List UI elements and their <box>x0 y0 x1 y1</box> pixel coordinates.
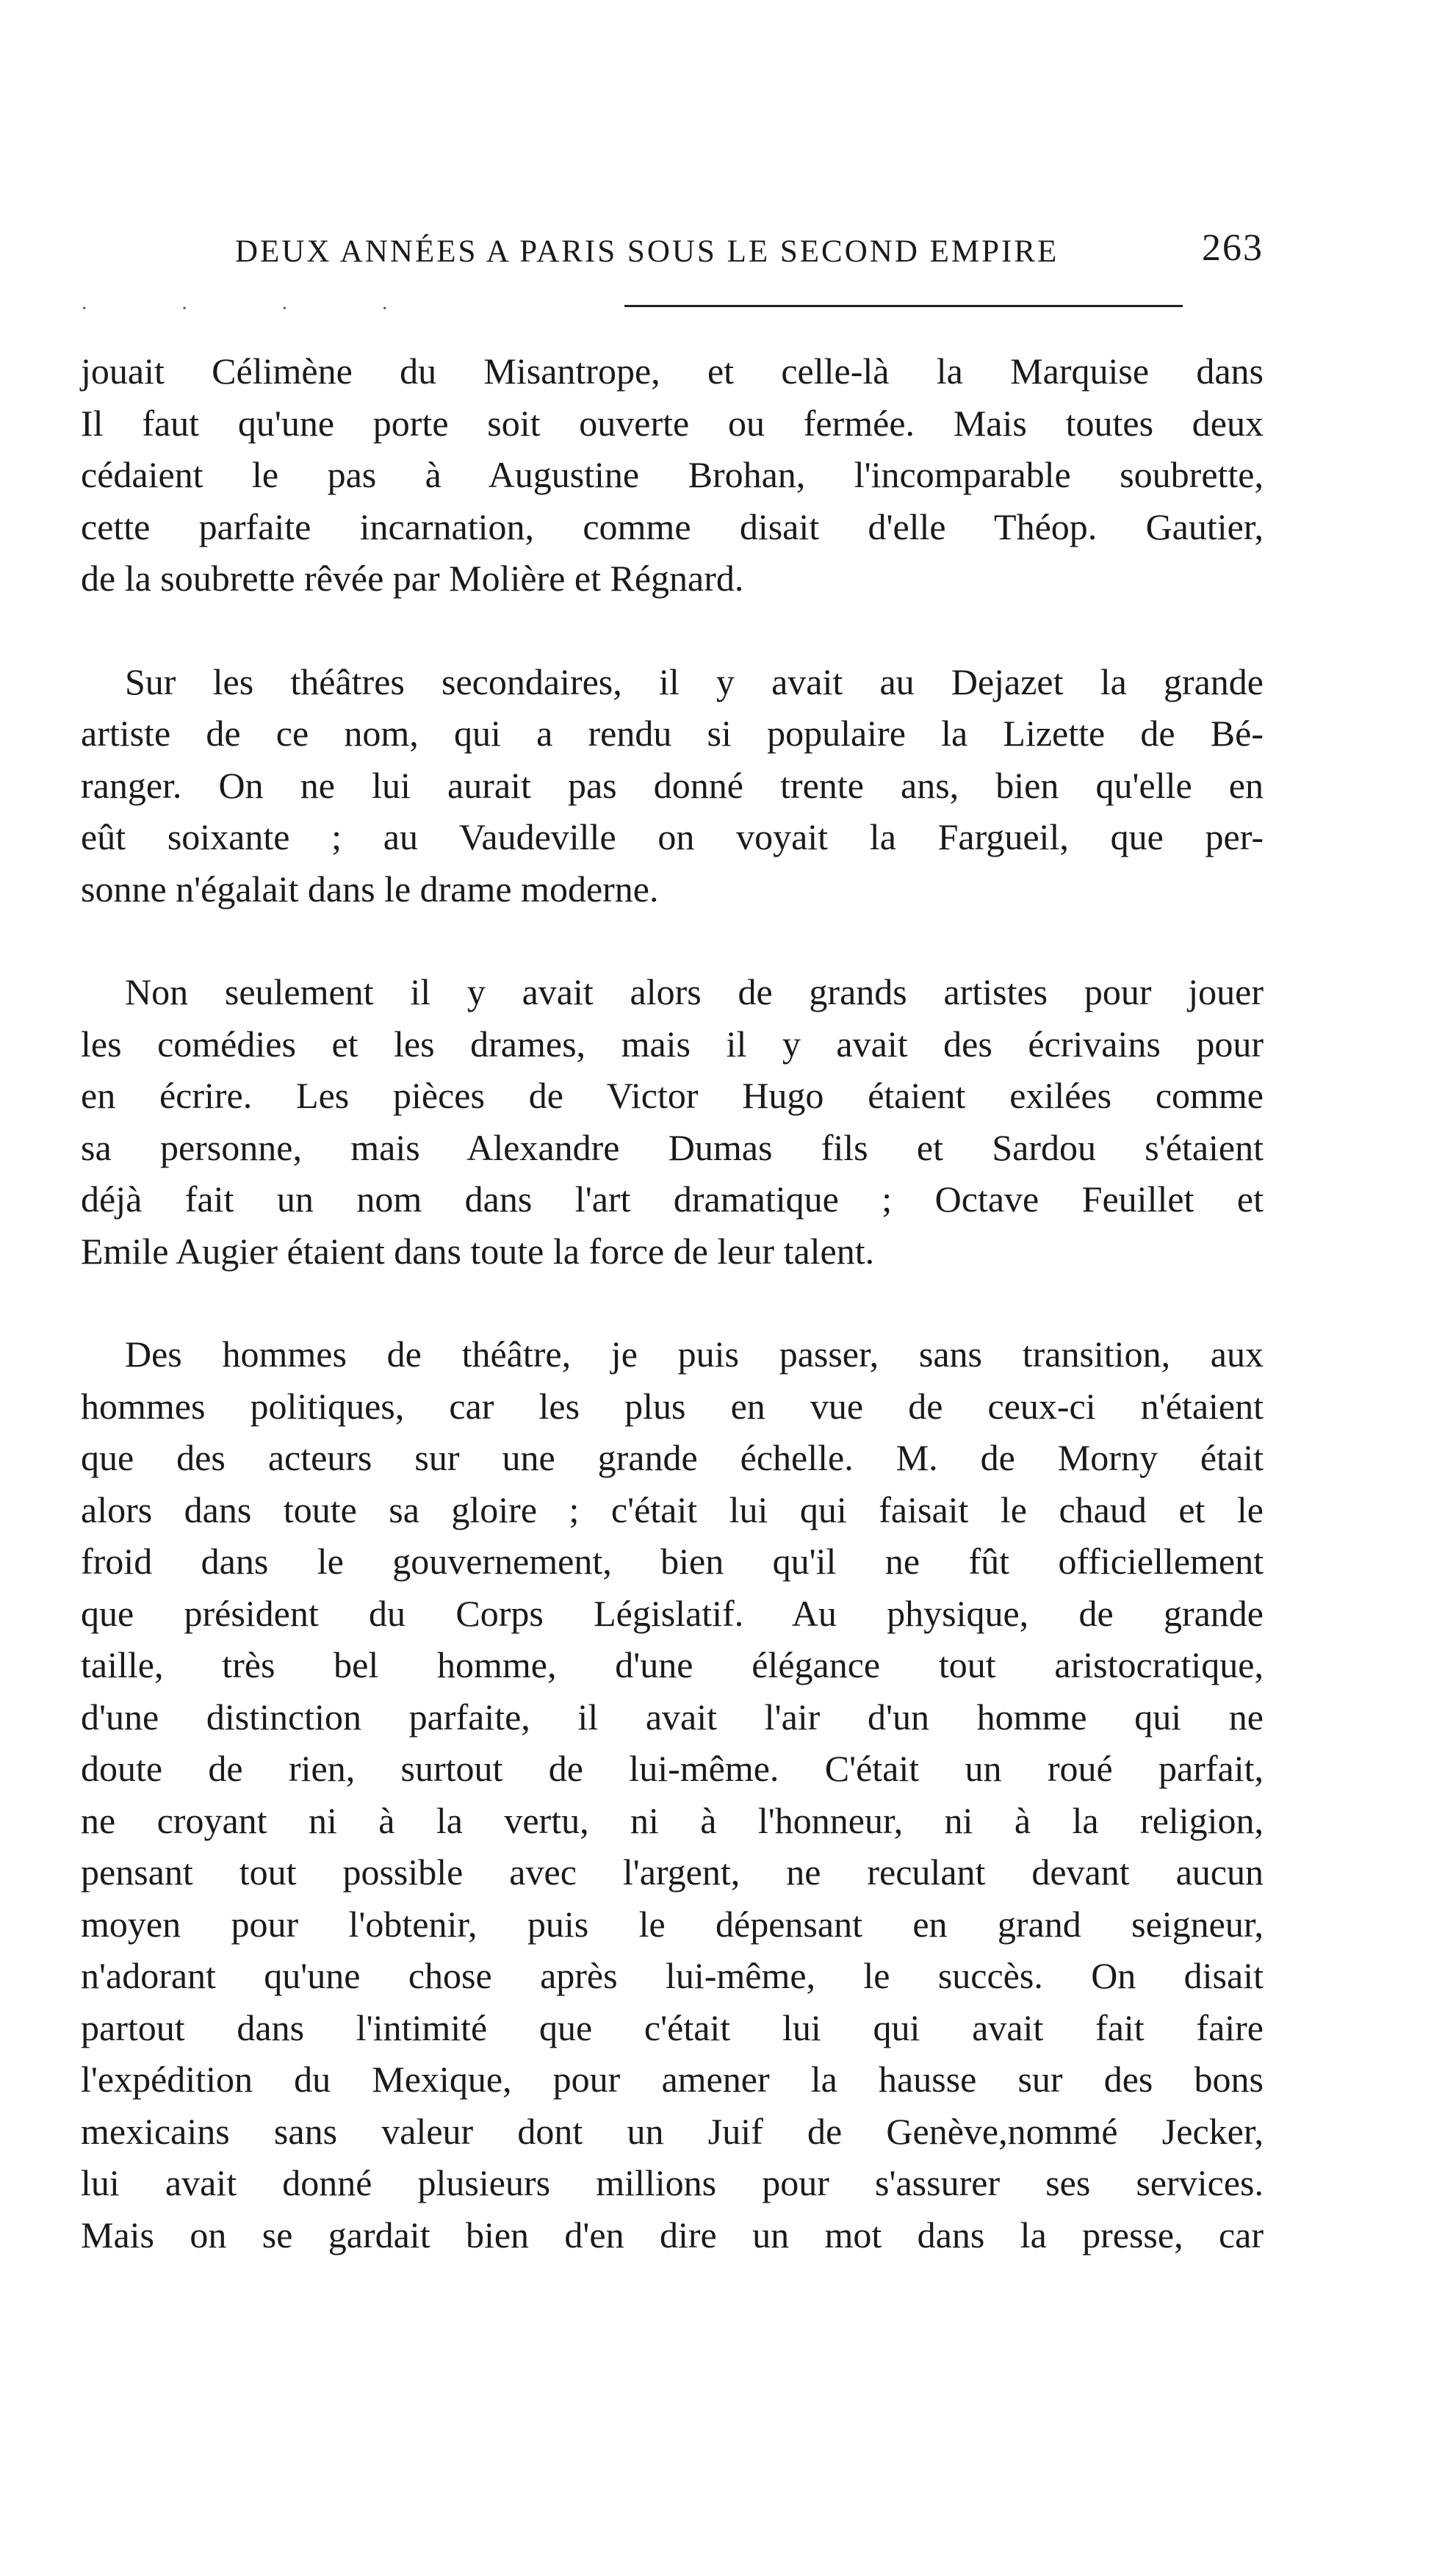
text-line: froid dans le gouvernement, bien qu'il ne fût officiellement <box>81 1541 1264 1582</box>
header-dots-ornament: · · · · <box>81 298 433 320</box>
text-line: lui avait donné plusieurs millions pour s'assurer ses services. <box>81 2162 1264 2203</box>
text-line: partout dans l'intimité que c'était lui qui avait fait faire <box>81 2006 1264 2048</box>
text-line: artiste de ce nom, qui a rendu si populaire la Lizette de Bé- <box>81 713 1264 754</box>
text-line: hommes politiques, car les plus en vue de ceux-ci n'étaient <box>81 1385 1264 1427</box>
text-line: pensant tout possible avec l'argent, ne reculant devant aucun <box>81 1851 1264 1893</box>
text-line: Emile Augier étaient dans toute la force de leur talent. <box>81 1230 875 1272</box>
text-line: moyen pour l'obtenir, puis le dépensant en grand seigneur, <box>81 1903 1264 1945</box>
text-line: Des hommes de théâtre, je puis passer, sans transition, aux <box>125 1333 1264 1375</box>
text-line: sonne n'égalait dans le drame moderne. <box>81 868 659 910</box>
running-title: DEUX ANNÉES A PARIS SOUS LE SECOND EMPIRE <box>235 234 1059 269</box>
text-line: de la soubrette rêvée par Molière et Régnard. <box>81 558 744 599</box>
text-line: ne croyant ni à la vertu, ni à l'honneur, ni à la religion, <box>81 1799 1264 1841</box>
paragraph-2 <box>81 656 1264 915</box>
text-line: ranger. On ne lui aurait pas donné trente ans, bien qu'elle en <box>81 764 1264 806</box>
text-line: mexicains sans valeur dont un Juif de Genève,nommé Jecker, <box>81 2110 1264 2152</box>
text-line: Il faut qu'une porte soit ouverte ou fermée. Mais toutes deux <box>81 402 1264 444</box>
text-line: en écrire. Les pièces de Victor Hugo étaient exilées comme <box>81 1075 1264 1116</box>
text-line: Non seulement il y avait alors de grands artistes pour jouer <box>125 971 1264 1012</box>
text-line: cette parfaite incarnation, comme disait d'elle Théop. Gautier, <box>81 505 1264 547</box>
running-head <box>81 220 1264 279</box>
text-line: d'une distinction parfaite, il avait l'air d'un homme qui ne <box>81 1696 1264 1738</box>
text-line: que président du Corps Législatif. Au physique, de grande <box>81 1592 1264 1634</box>
text-line: Sur les théâtres secondaires, il y avait au Dejazet la grande <box>125 660 1264 702</box>
text-line: que des acteurs sur une grande échelle. M. de Morny était <box>81 1437 1264 1478</box>
page-number: 263 <box>1202 227 1264 269</box>
text-line: taille, très bel homme, d'une élégance tout aristocratique, <box>81 1644 1264 1685</box>
text-line: sa personne, mais Alexandre Dumas fils et Sardou s'étaient <box>81 1126 1264 1168</box>
text-line: n'adorant qu'une chose après lui-même, le succès. On disait <box>81 1955 1264 1996</box>
text-line: les comédies et les drames, mais il y avait des écrivains pour <box>81 1023 1264 1065</box>
text-line: déjà fait un nom dans l'art dramatique ; Octave Feuillet et <box>81 1178 1264 1220</box>
text-line: cédaient le pas à Augustine Brohan, l'incomparable soubrette, <box>81 454 1264 495</box>
paragraph-3 <box>81 966 1264 1277</box>
text-line: doute de rien, surtout de lui-même. C'était un roué parfait, <box>81 1748 1264 1789</box>
text-line: eût soixante ; au Vaudeville on voyait la Fargueil, que per- <box>81 816 1264 857</box>
text-line: jouait Célimène du Misantrope, et celle-là la Marquise dans <box>81 350 1264 392</box>
header-rule <box>624 305 1183 307</box>
paragraph-4 <box>81 1328 1264 2261</box>
text-line: Mais on se gardait bien d'en dire un mot dans la presse, car <box>81 2214 1264 2256</box>
body-text <box>81 345 1264 2312</box>
text-line: l'expédition du Mexique, pour amener la hausse sur des bons <box>81 2059 1264 2100</box>
paragraph-1 <box>81 345 1264 605</box>
text-line: alors dans toute sa gloire ; c'était lui qui faisait le chaud et le <box>81 1488 1264 1530</box>
